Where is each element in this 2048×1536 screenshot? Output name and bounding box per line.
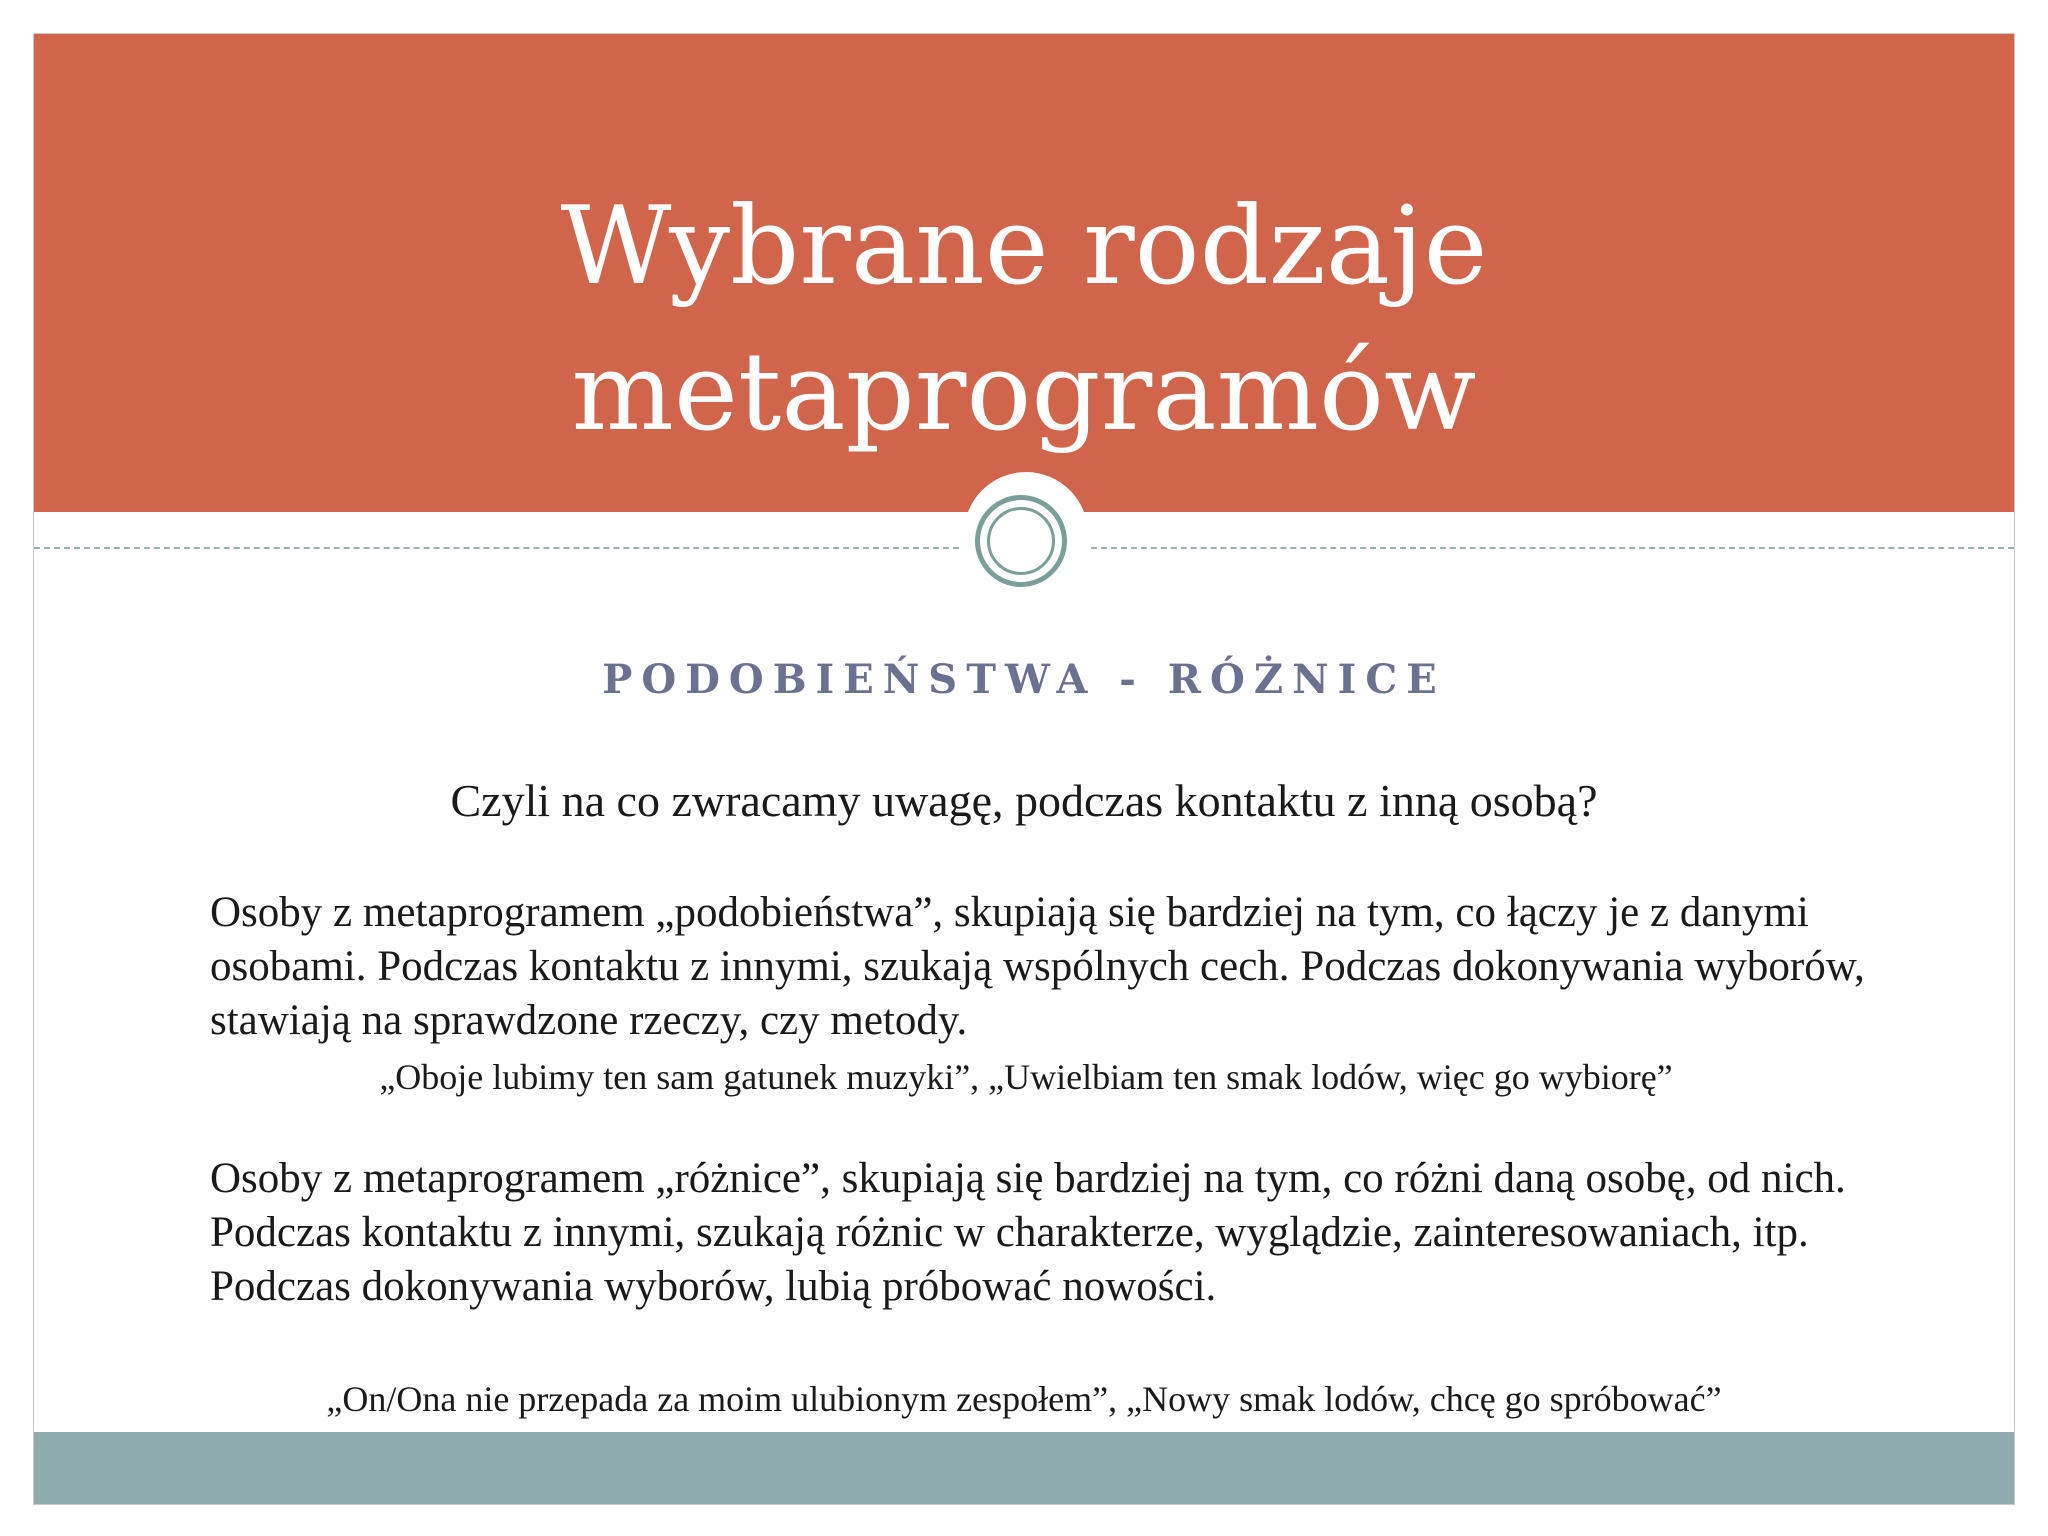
dashed-divider-left <box>34 547 959 549</box>
dashed-divider-right <box>1091 547 2014 549</box>
inner-circle-ornament-icon <box>987 507 1055 575</box>
slide-subtitle: PODOBIEŃSTWA - RÓŻNICE <box>602 656 1446 703</box>
slide <box>34 34 2014 1504</box>
title-line-2: metaprogramów <box>571 330 1477 455</box>
slide-title <box>34 174 2014 466</box>
similarities-paragraph: Osoby z metaprogramem „podobieństwa”, skupiają się bardziej na tym, co łączy je z danymi osobami. Podczas kontaktu z innymi, szukają wspólnych cech. Podczas dokonywania wyborów, stawiają na sprawdzone rzeczy, czy metody. <box>210 889 1865 1044</box>
footer-band <box>34 1432 2014 1504</box>
guiding-question: Czyli na co zwracamy uwagę, podczas kontaktu z inną osobą? <box>450 775 1598 826</box>
title-line-1: Wybrane rodzaje <box>560 184 1488 309</box>
similarities-example: „Oboje lubimy ten sam gatunek muzyki”, „Uwielbiam ten smak lodów, więc go wybiorę” <box>379 1057 1673 1097</box>
differences-paragraph: Osoby z metaprogramem „różnice”, skupiają się bardziej na tym, co różni daną osobę, od nich. Podczas kontaktu z innymi, szukają różnic w charakterze, wyglądzie, zainteresowaniach, itp. Podczas dokonywania wyborów, lubią próbować nowości. <box>210 1155 1846 1310</box>
title-band <box>34 34 2014 512</box>
differences-example: „On/Ona nie przepada za moim ulubionym zespołem”, „Nowy smak lodów, chcę go spróbować” <box>326 1379 1722 1419</box>
